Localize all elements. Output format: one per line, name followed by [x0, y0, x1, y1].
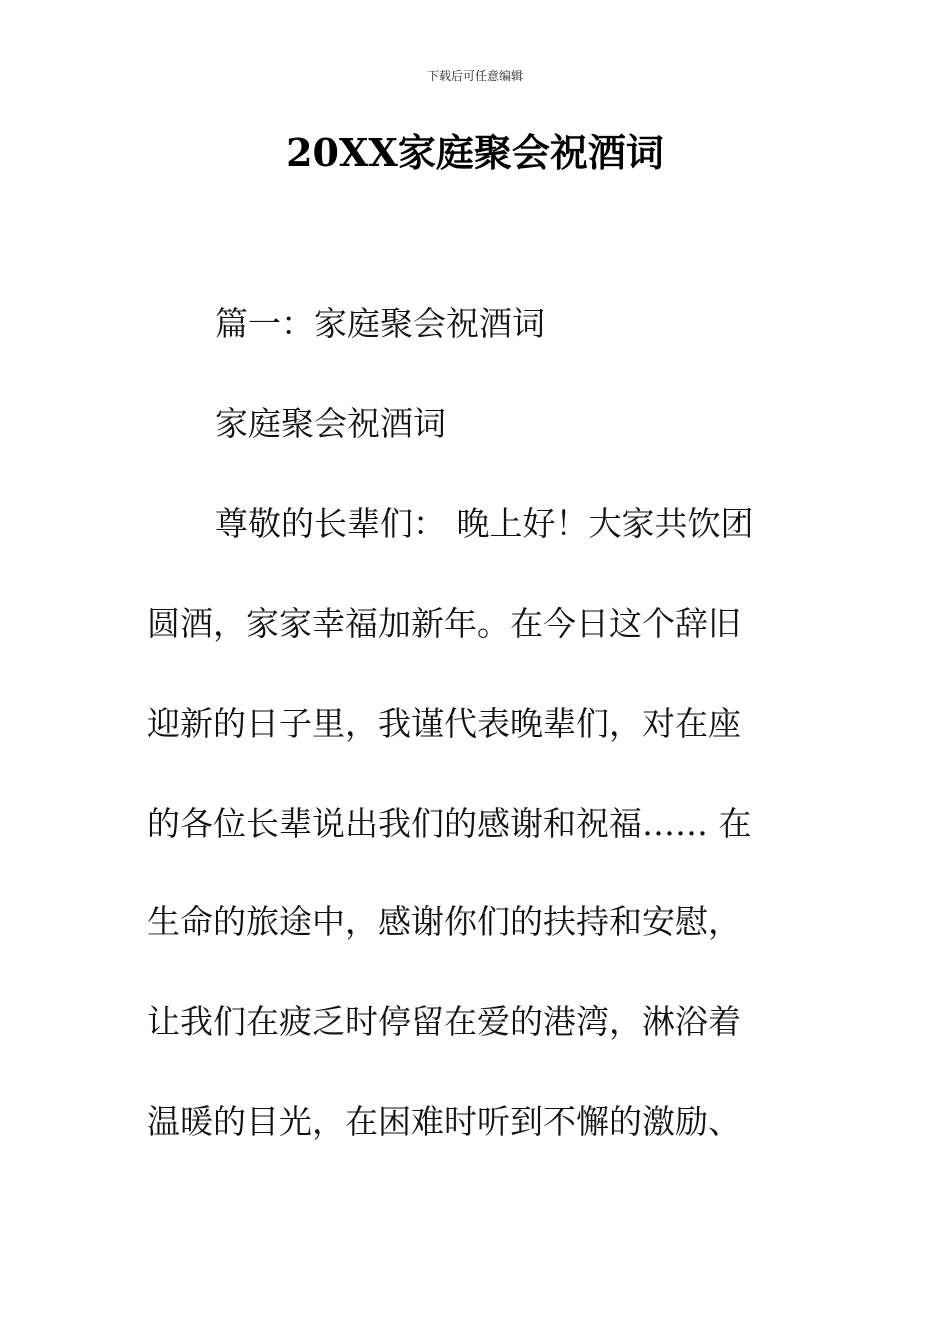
document-title: 20XX家庭聚会祝酒词 — [286, 130, 664, 175]
section-heading: 篇一：家庭聚会祝酒词 — [215, 304, 545, 343]
body-line-5: 生命的旅途中，感谢你们的扶持和安慰， — [147, 902, 741, 941]
body-line-2: 圆酒，家家幸福加新年。在今日这个辞旧 — [147, 604, 741, 643]
section-subtitle: 家庭聚会祝酒词 — [215, 404, 446, 443]
header-note: 下载后可任意编辑 — [426, 69, 523, 83]
body-line-4: 的各位长辈说出我们的感谢和祝福…… 在 — [147, 804, 752, 843]
body-line-3: 迎新的日子里，我谨代表晚辈们，对在座 — [147, 704, 741, 743]
body-line-6: 让我们在疲乏时停留在爱的港湾，淋浴着 — [147, 1002, 741, 1041]
body-line-1: 尊敬的长辈们： 晚上好！大家共饮团 — [215, 504, 754, 543]
body-line-7: 温暖的目光，在困难时听到不懈的激励、 — [147, 1102, 741, 1141]
